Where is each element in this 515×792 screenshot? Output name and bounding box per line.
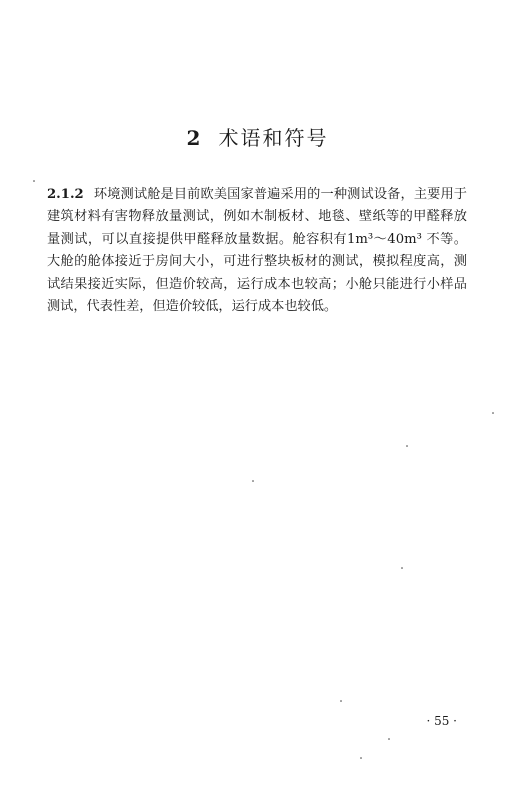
clause-text: 环境测试舱是目前欧美国家普遍采用的一种测试设备，主要用于建筑材料有害物释放量测试，例如木制板材、地毯、壁纸等的甲醛释放量测试，可以直接提供甲醛释放量数据。舱容积有1m³～40m³ 不等。大舱的舱体接近于房间大小，可进行整块板材的测试，模拟程度高，测试结果接近实际，但造价较高，运行成本也较高；小舱只能进行小样品测试，代表性差，但造价较低，运行成本也较低。 [47, 187, 467, 315]
chapter-number: 2 [186, 126, 203, 150]
chapter-title: 术语和符号 [218, 126, 329, 150]
scan-speck [252, 480, 254, 482]
page-number: · 55 · [426, 714, 457, 728]
clause-number: 2.1.2 [47, 187, 84, 202]
scan-speck [340, 700, 342, 702]
scan-speck [360, 757, 362, 759]
chapter-heading [0, 122, 515, 151]
scan-speck [406, 445, 408, 447]
scan-speck [33, 180, 35, 182]
clause-paragraph [47, 184, 467, 318]
scan-speck [388, 738, 390, 740]
scan-speck [401, 567, 403, 569]
scan-speck [492, 412, 494, 414]
